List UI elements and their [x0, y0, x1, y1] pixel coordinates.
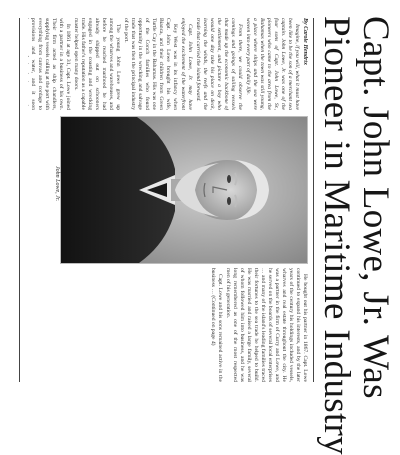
headline-rule	[313, 18, 314, 382]
article-headline	[316, 16, 396, 455]
intro-column	[180, 18, 308, 110]
photo-caption: John Lowe, Jr.	[54, 166, 60, 201]
headline-line-2: Pioneer in Maritime Industry	[316, 16, 357, 455]
portrait-photo	[60, 116, 308, 264]
intro-paragraph: Capt. John Lowe, Jr. may have enjoyed the excitement of the waterfront	[180, 18, 193, 110]
byline: By Carole Hendrix	[302, 18, 308, 66]
bottom-rule	[19, 18, 20, 382]
body-paragraph: He bought out his partner in 1867. Capt. Lowe continued to expand his interests, and by the later years of the century his holdings included vessels, wharves and real estate throughout the city. He was a partner in the firm of Curry and Lowe, and he served on the boards of several local enterprises … and many of the island's leading families traced their fortunes to the sea trade he helped to build. He was married and raised a large family, several of whom followed him into business, and he was long remembered as one of the most respected men of his generation.	[225, 268, 308, 382]
portrait-illustration	[61, 117, 307, 263]
body-paragraph: The young John Lowe grew up among the wharves and warehouses, and before he reached manhood he had already shipped out on schooners engaged in the coasting and wrecking trade. His father's reputation as a capable master helped open many doors.	[73, 18, 121, 110]
body-paragraph: In 1861 at age 31, Capt. Lowe joined with a partner in a business of his own. Their firm acted as ship chandlers, supplying vessels calling at the port with everything from canvas and cordage to provisions and water, and it soon	[30, 18, 71, 110]
headline-line-1: Capt. John Lowe, Jr. Was	[355, 16, 396, 399]
body-column-right	[26, 268, 308, 382]
body-paragraph: Capt. Lowe and his sons remained active in the business … (Continued on page 4)	[210, 268, 223, 382]
body-paragraph: Key West was in its infancy when Capt. John Lowe brought his wife, Bianca, and their children from Green Turtle Cay in the Bahamas. His was one of the Conch families who found opportunity in the wrecking and salvage trade that was then the principal industry of the port.	[123, 18, 178, 110]
intro-paragraph: Imagine, if you will, what it must have been like to be the son of a merchant sea captain. John Lowe, Jr. was one of the four sons of Capt. John Lowe, Sr., pioneers who came to the area from the Bahamas when the town was still young, a place where ships and the sea were woven into every part of daily life.	[245, 18, 300, 110]
body-column-left	[28, 18, 178, 110]
intro-paragraph: From there, we could observe the comings and goings of sailing vessels that made up the economic backbone of the settlement, and picture a boy who would one day take his place on deck, learning the winds, the reefs and the trade that carried the island forward.	[195, 18, 243, 110]
